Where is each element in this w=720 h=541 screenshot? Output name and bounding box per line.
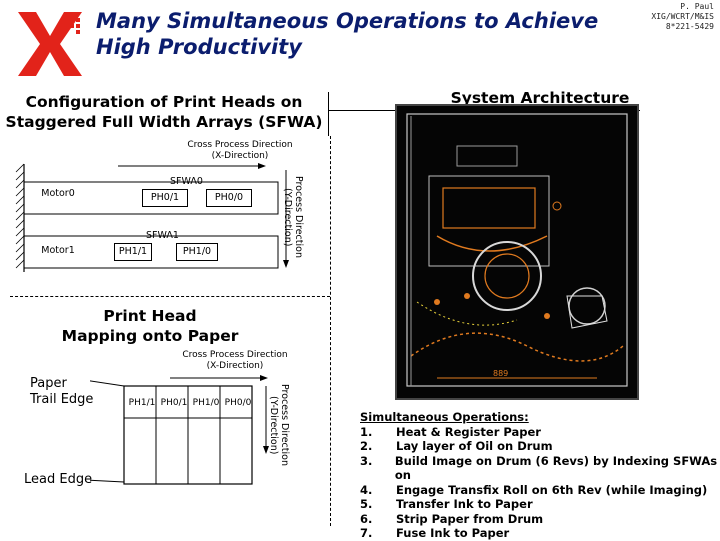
operation-item: 4. Engage Transfix Roll on 6th Rev (while Imaging): [360, 482, 708, 497]
cross-process-direction-label: Cross Process Direction (X-Direction): [187, 140, 293, 161]
config-divider: [328, 92, 329, 136]
trail-edge-pointer: [90, 380, 124, 386]
operations-list: [360, 410, 720, 541]
map-head-4: PH0/0: [224, 398, 252, 408]
operation-item: 2. Lay layer of Oil on Drum: [360, 439, 553, 453]
operation-item: 7. Fuse Ink to Paper: [360, 526, 510, 540]
config-heading: Configuration of Print Heads on Staggered Full Width Arrays (SFWA): [5, 93, 323, 131]
operation-item: 6. Strip Paper from Drum: [360, 511, 544, 526]
mapping-cross-direction-label: Cross Process Direction (X-Direction): [182, 350, 288, 371]
mapping-diagram: [90, 372, 290, 492]
lead-edge-pointer: [90, 480, 124, 482]
dimension-label: 889: [493, 369, 509, 378]
ph1-0-box: PH1/0: [176, 243, 218, 261]
mapping-process-direction-label: Process Direction (Y-Direction): [268, 384, 290, 466]
operations-heading: Simultaneous Operations:: [360, 410, 529, 424]
operation-item: 5. Transfer Ink to Paper: [360, 497, 533, 511]
system-architecture-heading: System Architecture: [450, 89, 630, 107]
lead-edge-label: Lead Edge: [24, 472, 93, 487]
wall-hatching: [16, 164, 24, 268]
sfwa0-label: SFWA0: [170, 176, 203, 187]
xerox-x-logo: [14, 8, 86, 80]
author-info: P. Paul XIG/WCRT/M&IS 8*221-5429: [651, 2, 714, 31]
motor1-label: Motor1: [41, 245, 75, 256]
system-architecture-drawing: [395, 104, 639, 400]
operation-item: 3. Build Image on Drum (6 Revs) by Indexing SFWAs on: [360, 453, 718, 482]
paper-trail-edge-label: Paper Trail Edge: [30, 376, 94, 407]
mapping-heading: Print Head Mapping onto Paper: [61, 307, 239, 345]
process-direction-label: Process Direction (Y-Direction): [282, 176, 304, 258]
map-head-1: PH1/1: [128, 398, 156, 408]
section-divider-vertical: [330, 136, 331, 526]
map-head-3: PH1/0: [192, 398, 220, 408]
operation-item: 1. Heat & Register Paper: [360, 424, 541, 439]
ph0-0-box: PH0/0: [206, 189, 252, 207]
section-divider-horizontal: [10, 296, 330, 297]
ph0-1-box: PH0/1: [142, 189, 188, 207]
motor0-label: Motor0: [41, 188, 75, 199]
sfwa1-label: SFWA1: [146, 230, 179, 241]
slide-title: Many Simultaneous Operations to Achieve High Productivity: [96, 9, 599, 59]
config-diagram: [8, 160, 308, 280]
map-head-2: PH0/1: [160, 398, 188, 408]
ph1-1-box: PH1/1: [114, 243, 152, 261]
